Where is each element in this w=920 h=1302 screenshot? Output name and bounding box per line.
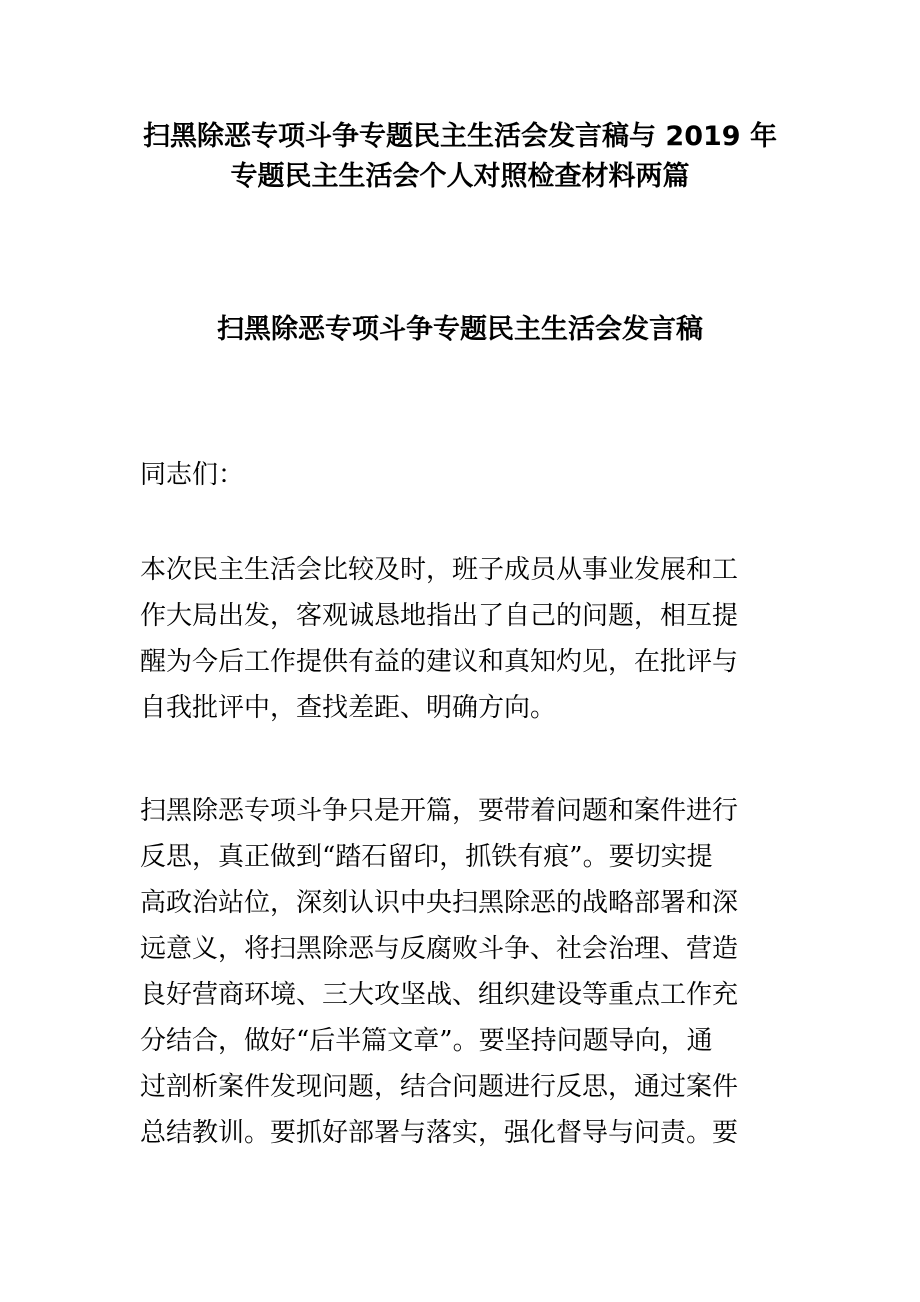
title-line-1: 扫黑除恶专项斗争专题民主生活会发言稿与 2019 年 bbox=[143, 121, 777, 152]
paragraph-1-line: 本次民主生活会比较及时，班子成员从事业发展和工 bbox=[140, 555, 739, 585]
greeting: 同志们： bbox=[140, 460, 245, 490]
paragraph-2 bbox=[140, 788, 738, 1156]
paragraph-1-line: 作大局出发，客观诚恳地指出了自己的问题，相互提 bbox=[140, 601, 739, 631]
paragraph-2-line: 过剖析案件发现问题，结合问题进行反思，通过案件 bbox=[140, 1072, 739, 1102]
paragraph-2-line: 高政治站位，深刻认识中央扫黑除恶的战略部署和深 bbox=[140, 888, 739, 918]
title-line-2: 专题民主生活会个人对照检查材料两篇 bbox=[230, 161, 690, 192]
paragraph-1-line: 自我批评中，查找差距、明确方向。 bbox=[140, 693, 557, 723]
paragraph-1 bbox=[140, 547, 738, 731]
paragraph-2-line: 扫黑除恶专项斗争只是开篇，要带着问题和案件进行 bbox=[140, 796, 739, 826]
document-title bbox=[60, 117, 860, 197]
paragraph-2-line: 远意义，将扫黑除恶与反腐败斗争、社会治理、营造 bbox=[140, 934, 739, 964]
section-heading: 扫黑除恶专项斗争专题民主生活会发言稿 bbox=[217, 314, 703, 345]
paragraph-2-line: 总结教训。要抓好部署与落实，强化督导与问责。要 bbox=[140, 1118, 739, 1148]
paragraph-1-line: 醒为今后工作提供有益的建议和真知灼见，在批评与 bbox=[140, 647, 739, 677]
paragraph-2-line: 良好营商环境、三大攻坚战、组织建设等重点工作充 bbox=[140, 980, 739, 1010]
paragraph-2-line: 分结合，做好“后半篇文章”。要坚持问题导向，通 bbox=[140, 1026, 713, 1056]
paragraph-2-line: 反思，真正做到“踏石留印，抓铁有痕”。要切实提 bbox=[140, 842, 713, 872]
